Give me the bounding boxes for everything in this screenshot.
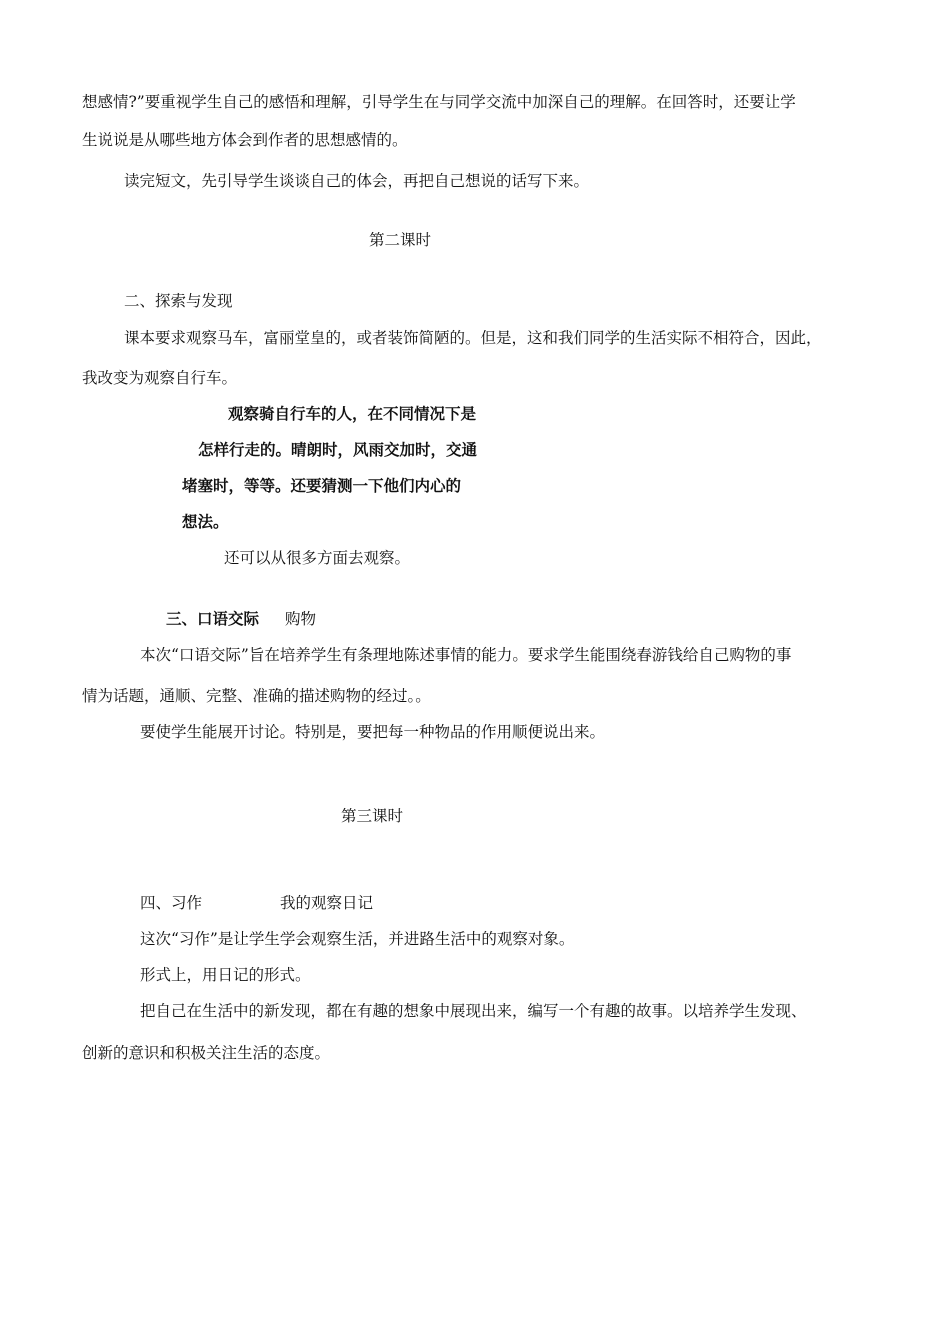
paragraph-line: 还可以从很多方面去观察。 [224, 549, 411, 567]
bold-note-line: 堵塞时，等等。还要猜测一下他们内心的 [182, 477, 462, 495]
section-topic: 我的观察日记 [280, 894, 374, 912]
bold-note-line: 怎样行走的。晴朗时，风雨交加时，交通 [198, 441, 478, 459]
lesson-title: 第三课时 [341, 807, 404, 825]
paragraph-line: 这次“习作”是让学生学会观察生活，并进路生活中的观察对象。 [140, 930, 575, 948]
bold-note-line: 观察骑自行车的人，在不同情况下是 [228, 405, 477, 423]
paragraph-line: 课本要求观察马车，富丽堂皇的，或者装饰简陋的。但是，这和我们同学的生活实际不相符合，因此， [124, 329, 822, 347]
paragraph-line: 把自己在生活中的新发现，都在有趣的想象中展现出来，编写一个有趣的故事。以培养学生发现、 [140, 1002, 807, 1020]
section-topic: 购物 [285, 610, 317, 628]
section-heading [166, 609, 316, 629]
section-heading [140, 893, 373, 913]
paragraph-line: 读完短文，先引导学生谈谈自己的体会，再把自己想说的话写下来。 [124, 172, 590, 190]
paragraph-line: 生说说是从哪些地方体会到作者的思想感情的。 [82, 131, 408, 149]
paragraph-line: 本次“口语交际”旨在培养学生有条理地陈述事情的能力。要求学生能围绕春游钱给自己购物的事 [140, 646, 792, 664]
lesson-title: 第二课时 [369, 231, 432, 249]
section-heading: 二、探索与发现 [124, 292, 233, 310]
section-heading-bold: 三、口语交际 [166, 610, 260, 628]
paragraph-line: 我改变为观察自行车。 [82, 369, 238, 387]
paragraph-line: 要使学生能展开讨论。特别是，要把每一种物品的作用顺便说出来。 [140, 723, 606, 741]
paragraph-line: 想感情?”要重视学生自己的感悟和理解，引导学生在与同学交流中加深自己的理解。在回答时，还要让学 [82, 93, 796, 111]
section-heading-label: 四、习作 [140, 894, 203, 912]
paragraph-line: 情为话题，通顺、完整、准确的描述购物的经过。。 [82, 687, 431, 705]
bold-note-line: 想法。 [182, 513, 229, 531]
paragraph-line: 创新的意识和积极关注生活的态度。 [82, 1044, 331, 1062]
paragraph-line: 形式上，用日记的形式。 [140, 966, 311, 984]
